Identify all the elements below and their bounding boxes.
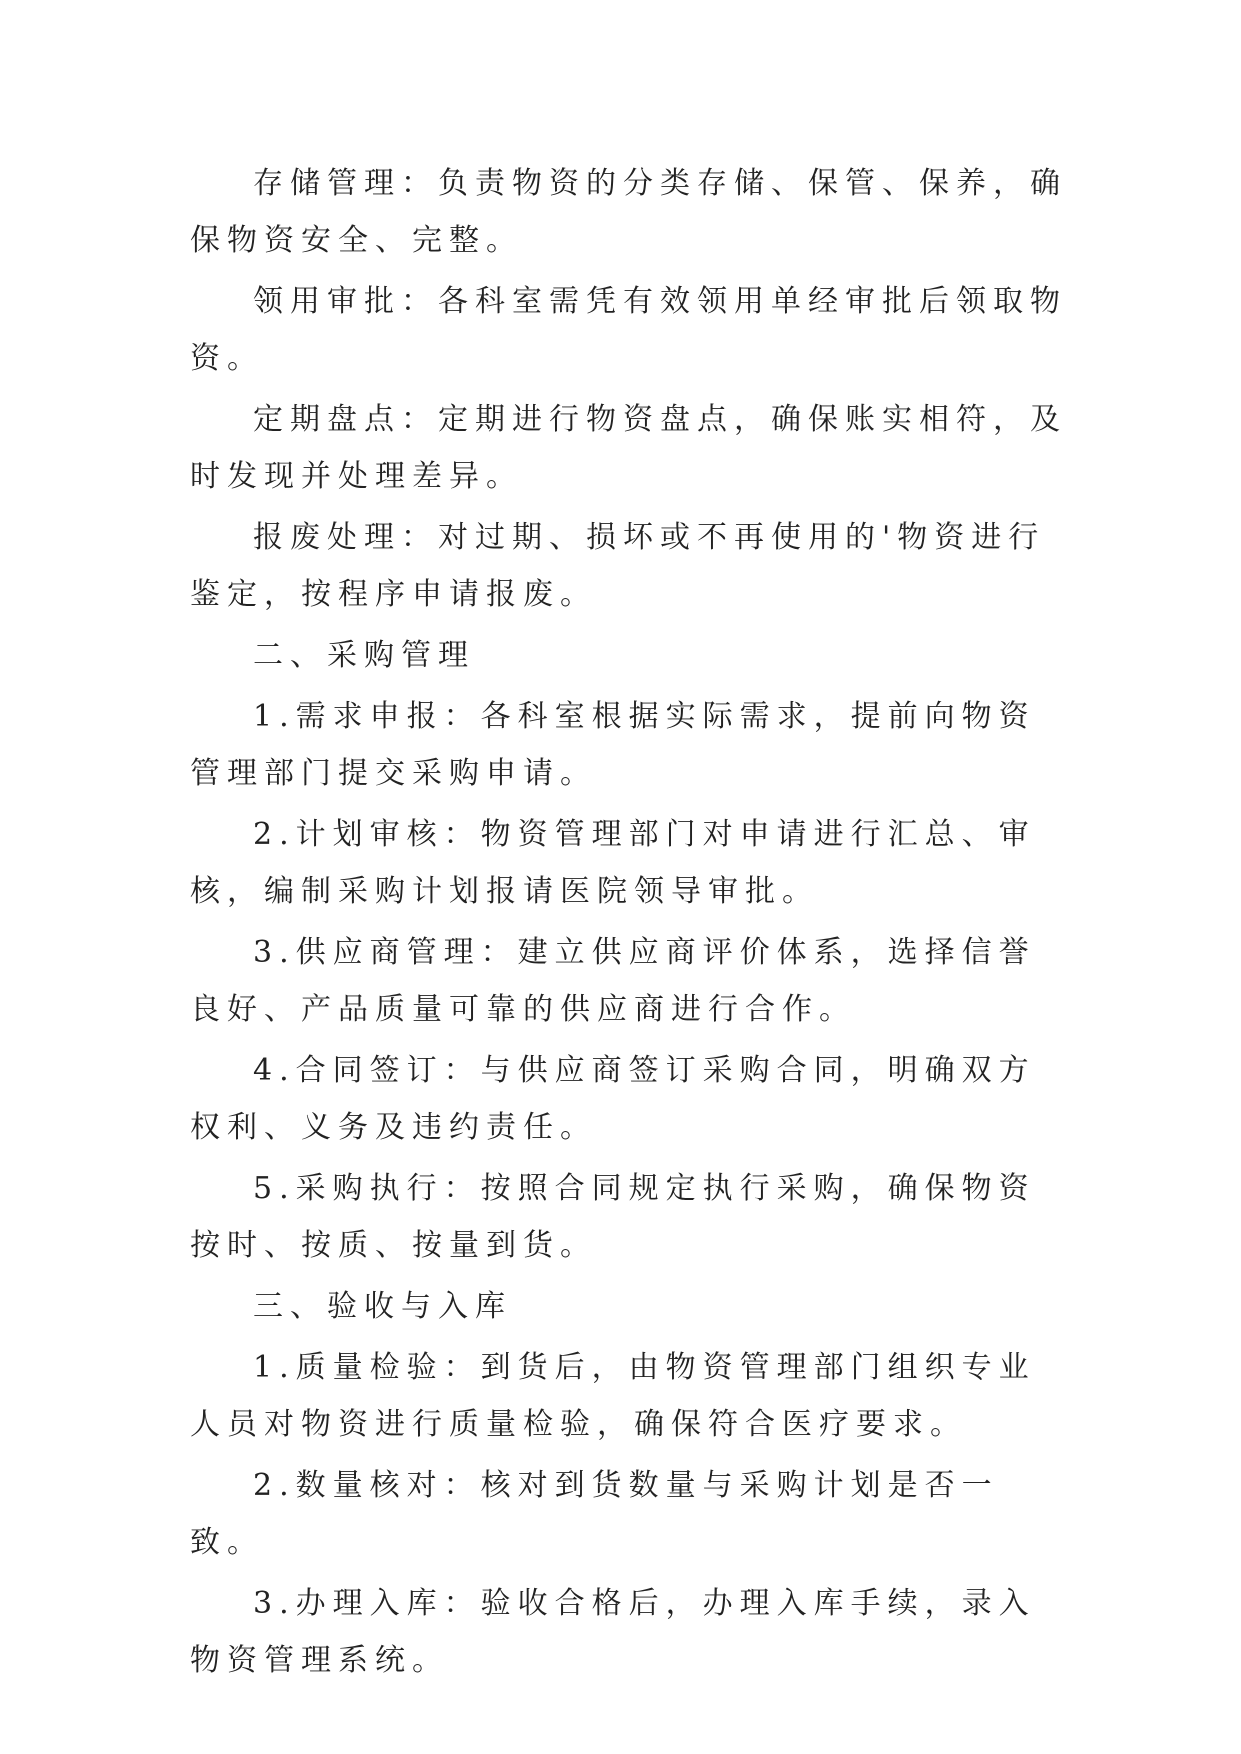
paragraph-scrap-handling: 报废处理：对过期、损坏或不再使用的'物资进行鉴定，按程序申请报废。 xyxy=(190,520,1046,612)
paragraph-plan-review: 2.计划审核：物资管理部门对申请进行汇总、审核，编制采购计划报请医院领导审批。 xyxy=(190,817,1036,909)
paragraph-contract-signing: 4.合同签订：与供应商签订采购合同，明确双方权利、义务及违约责任。 xyxy=(190,1053,1036,1145)
paragraph-warehousing: 3.办理入库：验收合格后，办理入库手续，录入物资管理系统。 xyxy=(190,1586,1036,1678)
document-body xyxy=(190,155,1070,1693)
section-heading-procurement: 二、采购管理 xyxy=(253,638,475,673)
paragraph-requisition-approval: 领用审批：各科室需凭有效领用单经审批后领取物资。 xyxy=(190,284,1067,376)
paragraph-demand-report: 1.需求申报：各科室根据实际需求，提前向物资管理部门提交采购申请。 xyxy=(190,699,1036,791)
paragraph-procurement-execution: 5.采购执行：按照合同规定执行采购，确保物资按时、按质、按量到货。 xyxy=(190,1171,1036,1263)
paragraph-quality-inspection: 1.质量检验：到货后，由物资管理部门组织专业人员对物资进行质量检验，确保符合医疗要求。 xyxy=(190,1350,1036,1442)
section-heading-acceptance-storage: 三、验收与入库 xyxy=(253,1289,512,1324)
paragraph-quantity-check: 2.数量核对：核对到货数量与采购计划是否一致。 xyxy=(190,1468,999,1560)
paragraph-supplier-management: 3.供应商管理：建立供应商评价体系，选择信誉良好、产品质量可靠的供应商进行合作。 xyxy=(190,935,1036,1027)
paragraph-periodic-inventory: 定期盘点：定期进行物资盘点，确保账实相符，及时发现并处理差异。 xyxy=(190,402,1067,494)
paragraph-storage-management: 存储管理：负责物资的分类存储、保管、保养，确保物资安全、完整。 xyxy=(190,166,1067,258)
